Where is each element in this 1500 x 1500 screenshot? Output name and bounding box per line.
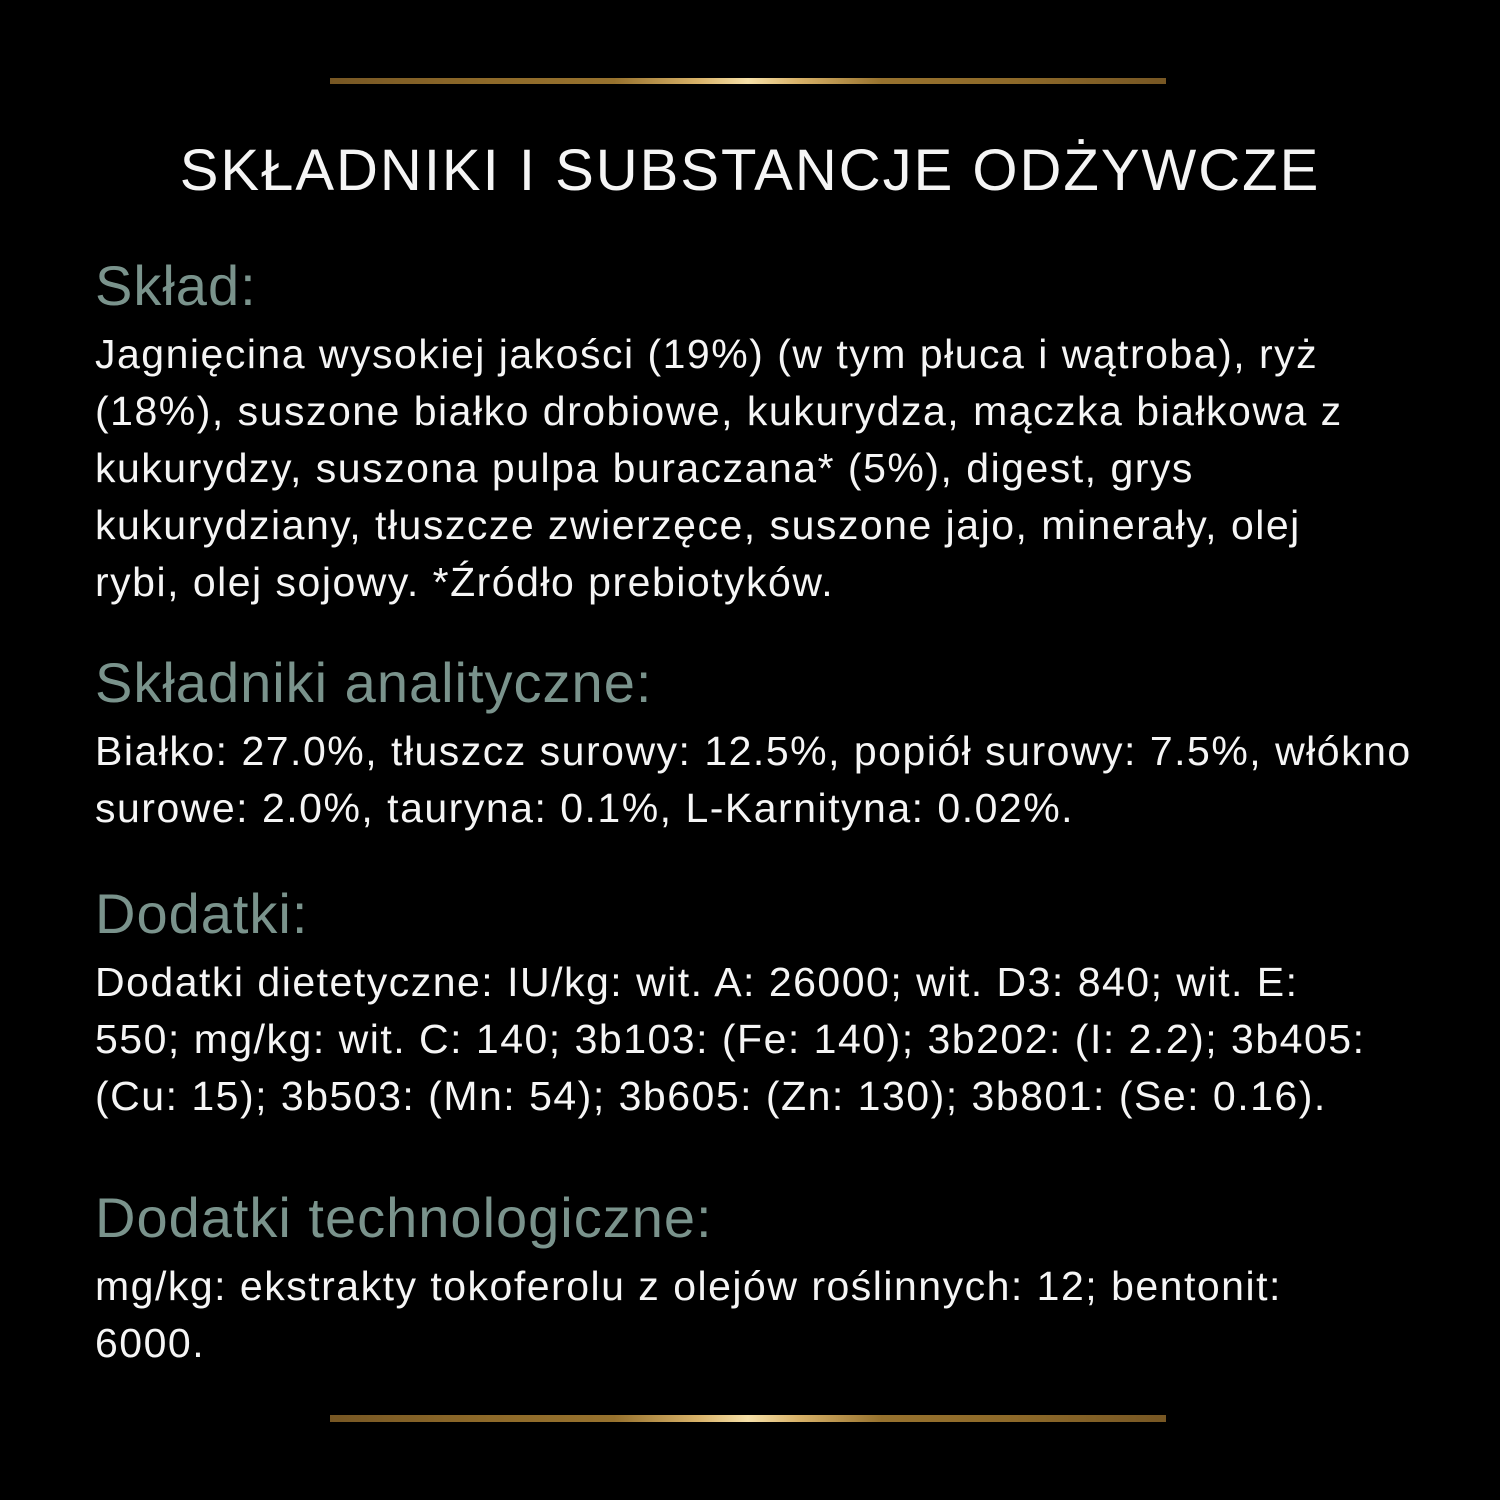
text-line: kukurydziany, tłuszcze zwierzęce, suszone jajo, minerały, olej	[95, 502, 1301, 548]
section-sklad-text	[95, 326, 1500, 611]
text-line: rybi, olej sojowy. *Źródło prebiotyków.	[95, 559, 835, 605]
section-sklad	[95, 256, 1500, 611]
gold-divider-bottom	[330, 1415, 1166, 1422]
text-line: 550; mg/kg: wit. C: 140; 3b103: (Fe: 140); 3b202: (I: 2.2); 3b405:	[95, 1016, 1366, 1062]
text-line: Jagnięcina wysokiej jakości (19%) (w tym płuca i wątroba), ryż	[95, 331, 1319, 377]
section-dodatki-text	[95, 954, 1500, 1125]
text-line: surowe: 2.0%, tauryna: 0.1%, L-Karnityna: 0.02%.	[95, 785, 1075, 831]
section-sklad-heading: Skład:	[95, 254, 257, 317]
text-line: (18%), suszone białko drobiowe, kukurydza, mączka białkowa z	[95, 388, 1343, 434]
section-dodatki	[95, 884, 1500, 1125]
section-dodatki-technologiczne	[95, 1188, 1500, 1372]
text-line: (Cu: 15); 3b503: (Mn: 54); 3b605: (Zn: 130); 3b801: (Se: 0.16).	[95, 1073, 1327, 1119]
section-skladniki-analityczne	[95, 653, 1500, 837]
section-skladniki-analityczne-text	[95, 723, 1500, 837]
gold-divider-top	[330, 78, 1166, 84]
section-dodatki-technologiczne-text	[95, 1258, 1500, 1372]
text-line: mg/kg: ekstrakty tokoferolu z olejów roślinnych: 12; bentonit:	[95, 1263, 1282, 1309]
section-skladniki-analityczne-heading: Składniki analityczne:	[95, 651, 653, 714]
text-line: 6000.	[95, 1320, 206, 1366]
section-dodatki-technologiczne-heading: Dodatki technologiczne:	[95, 1186, 713, 1249]
section-dodatki-heading: Dodatki:	[95, 882, 309, 945]
text-line: Dodatki dietetyczne: IU/kg: wit. A: 26000; wit. D3: 840; wit. E:	[95, 959, 1299, 1005]
panel-title: SKŁADNIKI I SUBSTANCJE ODŻYWCZE	[179, 138, 1321, 203]
text-line: kukurydzy, suszona pulpa buraczana* (5%), digest, grys	[95, 445, 1194, 491]
text-line: Białko: 27.0%, tłuszcz surowy: 12.5%, popiół surowy: 7.5%, włókno	[95, 728, 1412, 774]
